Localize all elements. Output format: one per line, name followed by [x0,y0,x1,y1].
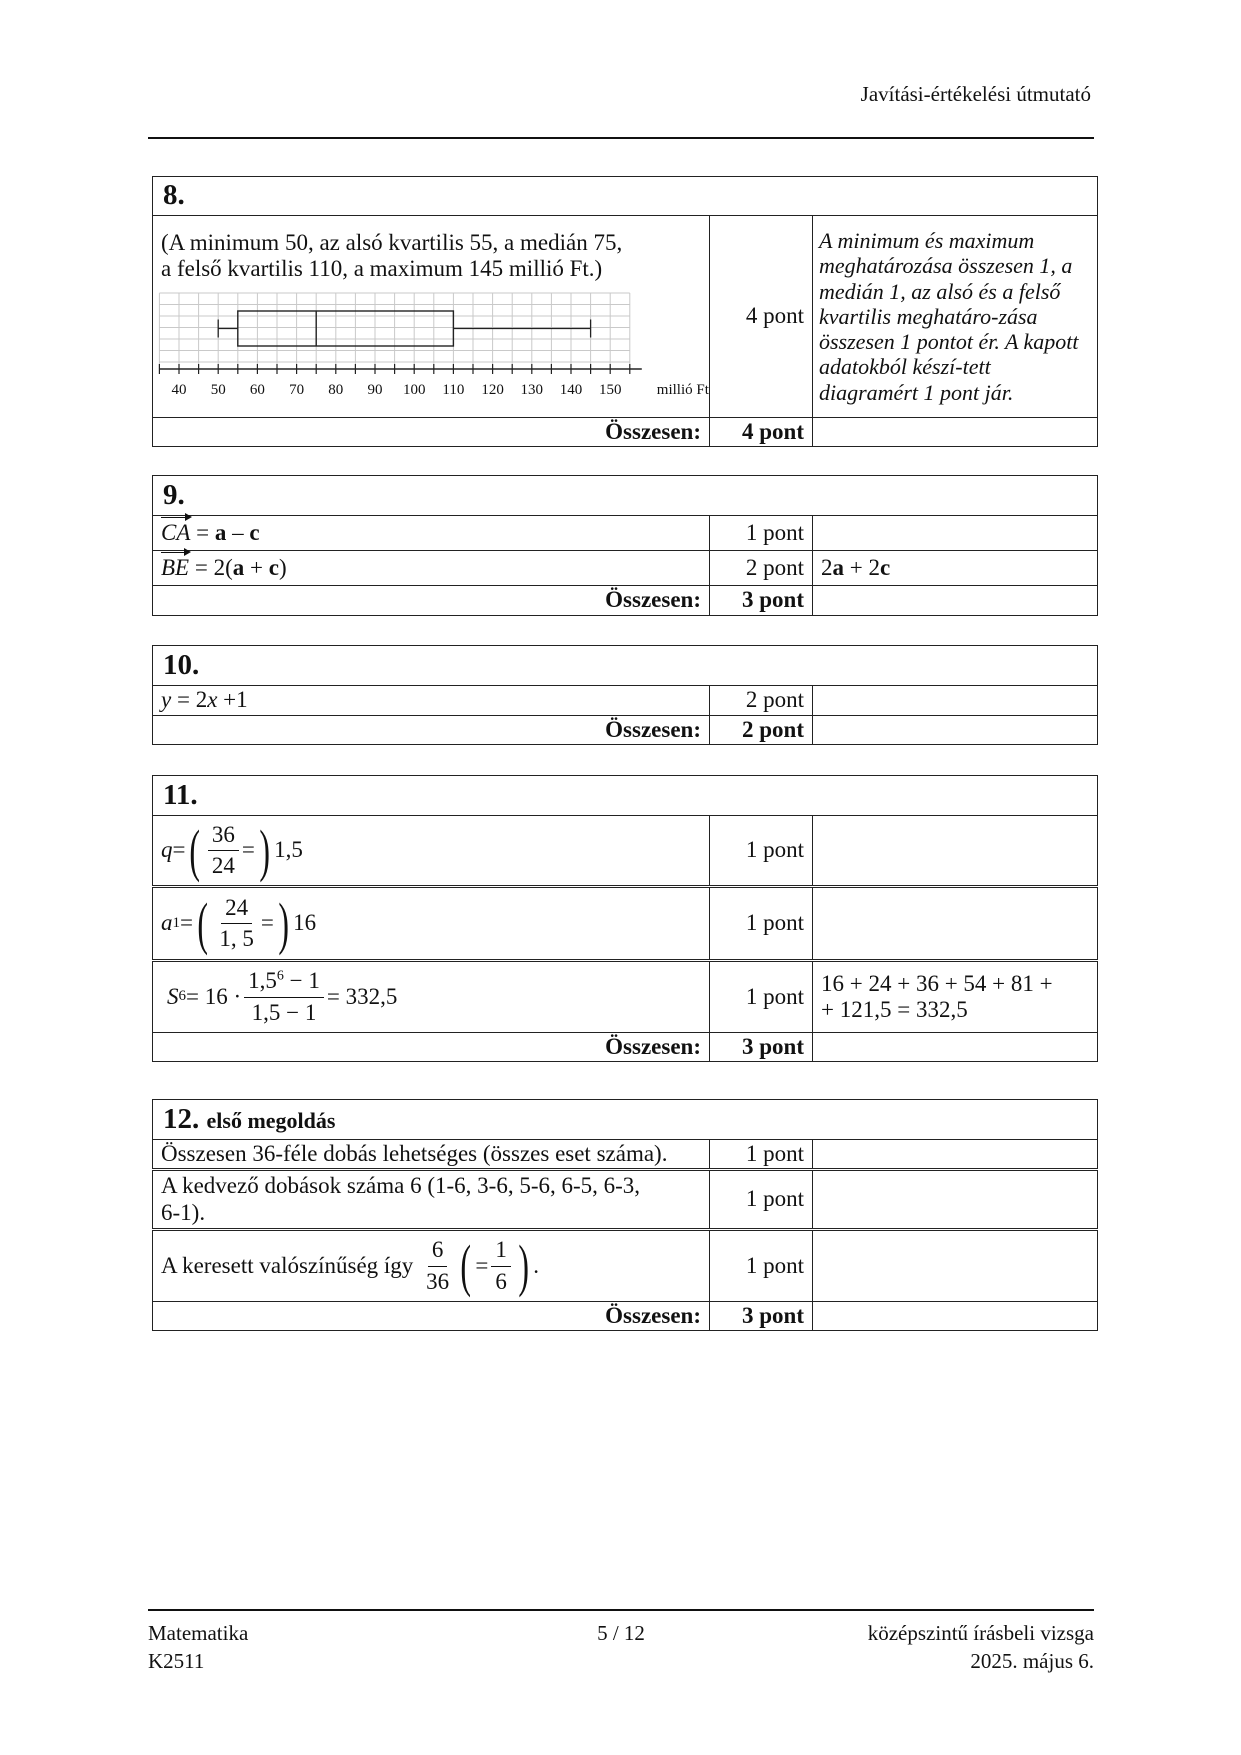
fraction: $\frac{1,5^6 - 1}{1,5 - 1}$ [244,968,324,1026]
solution-row-a1: a 1 = ( $\frac{24}{1, 5}$ = ) 16 [153,887,710,961]
task-8-solution [153,216,710,418]
tick-label: 150 [598,381,622,398]
points: 4 pont [710,216,813,418]
right-paren: ) [259,817,270,883]
empty-cell [813,516,1098,551]
tick-label: 100 [402,381,426,398]
right-paren: ) [518,1233,529,1298]
empty-cell [813,1170,1098,1230]
task-9-table [152,475,1098,616]
empty-cell [813,1302,1098,1331]
total-points: 3 pont [710,586,813,616]
task-number: 9. [153,476,1098,516]
task-10-table [152,645,1098,745]
points: 2 pont [710,551,813,586]
tick-label: 50 [210,381,226,398]
solution-text-line2: a felső kvartilis 110, a maximum 145 millió Ft.) [161,256,603,282]
footer-subject: Matematika [148,1621,249,1645]
footer-page-number: 5 / 12 [597,1621,645,1645]
total-label: Összesen: [153,716,710,745]
tick-label: 80 [328,381,344,398]
total-points: 3 pont [710,1033,813,1062]
task-number: 11. [153,776,1098,816]
points: 1 pont [710,1140,813,1170]
solution-row-favorable: A kedvező dobások száma 6 (1-6, 3-6, 5-6, 6-5, 6-3, 6-1). [153,1170,710,1230]
footer-rule [148,1609,1094,1611]
solution-row-ca: CA = a – c [153,516,710,551]
solution-row: y = 2x +1 [153,686,710,716]
x-axis-label: millió Ft [656,381,709,398]
right-paren: ) [278,890,289,956]
task-number: 10. [153,646,1098,686]
grading-remark: A minimum és maximum meghatározása összesen 1, a medián 1, az alsó és a felső kvartilis meghatáro-zása összesen 1 pontot ér. A kapott adatokból készí-tett diagramért 1 pont jár. [813,216,1098,418]
points: 1 pont [710,887,813,961]
task-number: 12. első megoldás [153,1100,1098,1140]
total-label: Összesen: [153,1302,710,1331]
left-paren: ( [189,817,201,883]
empty-cell [813,716,1098,745]
task-subtitle: első megoldás [206,1107,336,1133]
left-paren: ( [460,1233,472,1298]
solution-row-q: q = ( $\frac{36}{24}$ = ) 1,5 [153,816,710,887]
total-label: Összesen: [153,586,710,616]
empty-cell [813,1140,1098,1170]
tick-label: 130 [520,381,544,398]
tick-label: 60 [249,381,265,398]
solution-text-line1: (A minimum 50, az alsó kvartilis 55, a medián 75, [161,230,623,255]
solution-row-be: BE = 2(a + c) [153,551,710,586]
empty-cell [813,816,1098,887]
task-11-table [152,775,1098,1062]
total-label: Összesen: [153,1033,710,1062]
points: 2 pont [710,686,813,716]
footer-exam: középszintű írásbeli vizsga [867,1621,1094,1645]
footer-code: K2511 [148,1649,205,1674]
points: 1 pont [710,1230,813,1302]
fraction: $\frac{1}{6}$ [491,1237,511,1295]
footer-date: 2025. május 6. [970,1649,1094,1674]
tick-label: 120 [481,381,504,398]
solution-row-s6: S 6 = 16 · $\frac{1,5^6 - 1}{1,5 - 1}$ = 332,5 [153,961,710,1033]
task-number: 8. [153,177,1098,216]
empty-cell [813,418,1098,447]
fraction: $\frac{6}{36}$ [426,1237,450,1294]
empty-cell [813,887,1098,961]
tick-label: 70 [289,381,305,398]
left-paren: ( [197,890,208,956]
grading-remark: 16 + 24 + 36 + 54 + 81 + + 121,5 = 332,5 [813,961,1098,1033]
tick-label: 90 [367,381,383,398]
points: 1 pont [710,816,813,887]
header-rule [148,137,1094,139]
tick-label: 40 [171,381,187,398]
points: 1 pont [710,516,813,551]
empty-cell [813,1033,1098,1062]
fraction: $\frac{36}{24}$ [208,822,239,880]
empty-cell [813,586,1098,616]
total-points: 4 pont [710,418,813,447]
task-8-table [152,176,1098,447]
tick-label: 140 [559,381,583,398]
points: 1 pont [710,961,813,1033]
tick-label: 110 [442,381,465,398]
solution-row-total-outcomes: Összesen 36-féle dobás lehetséges (összes eset száma). [153,1140,710,1170]
boxplot-chart [159,291,709,403]
vector-be: BE [161,554,190,580]
task-12-table [152,1099,1098,1331]
points: 1 pont [710,1170,813,1230]
empty-cell [813,686,1098,716]
grading-remark: 2a + 2c [813,551,1098,586]
fraction: $\frac{24}{1, 5}$ [219,894,254,951]
total-points: 3 pont [710,1302,813,1331]
solution-row-probability: A keresett valószínűség így $\frac{6}{36}$ ( = $\frac{1}{6}$ ) . [153,1230,710,1302]
page-header-title: Javítási-értékelési útmutató [860,82,1091,106]
vector-ca: CA [161,519,191,545]
total-points: 2 pont [710,716,813,745]
empty-cell [813,1230,1098,1302]
total-label: Összesen: [153,418,710,447]
